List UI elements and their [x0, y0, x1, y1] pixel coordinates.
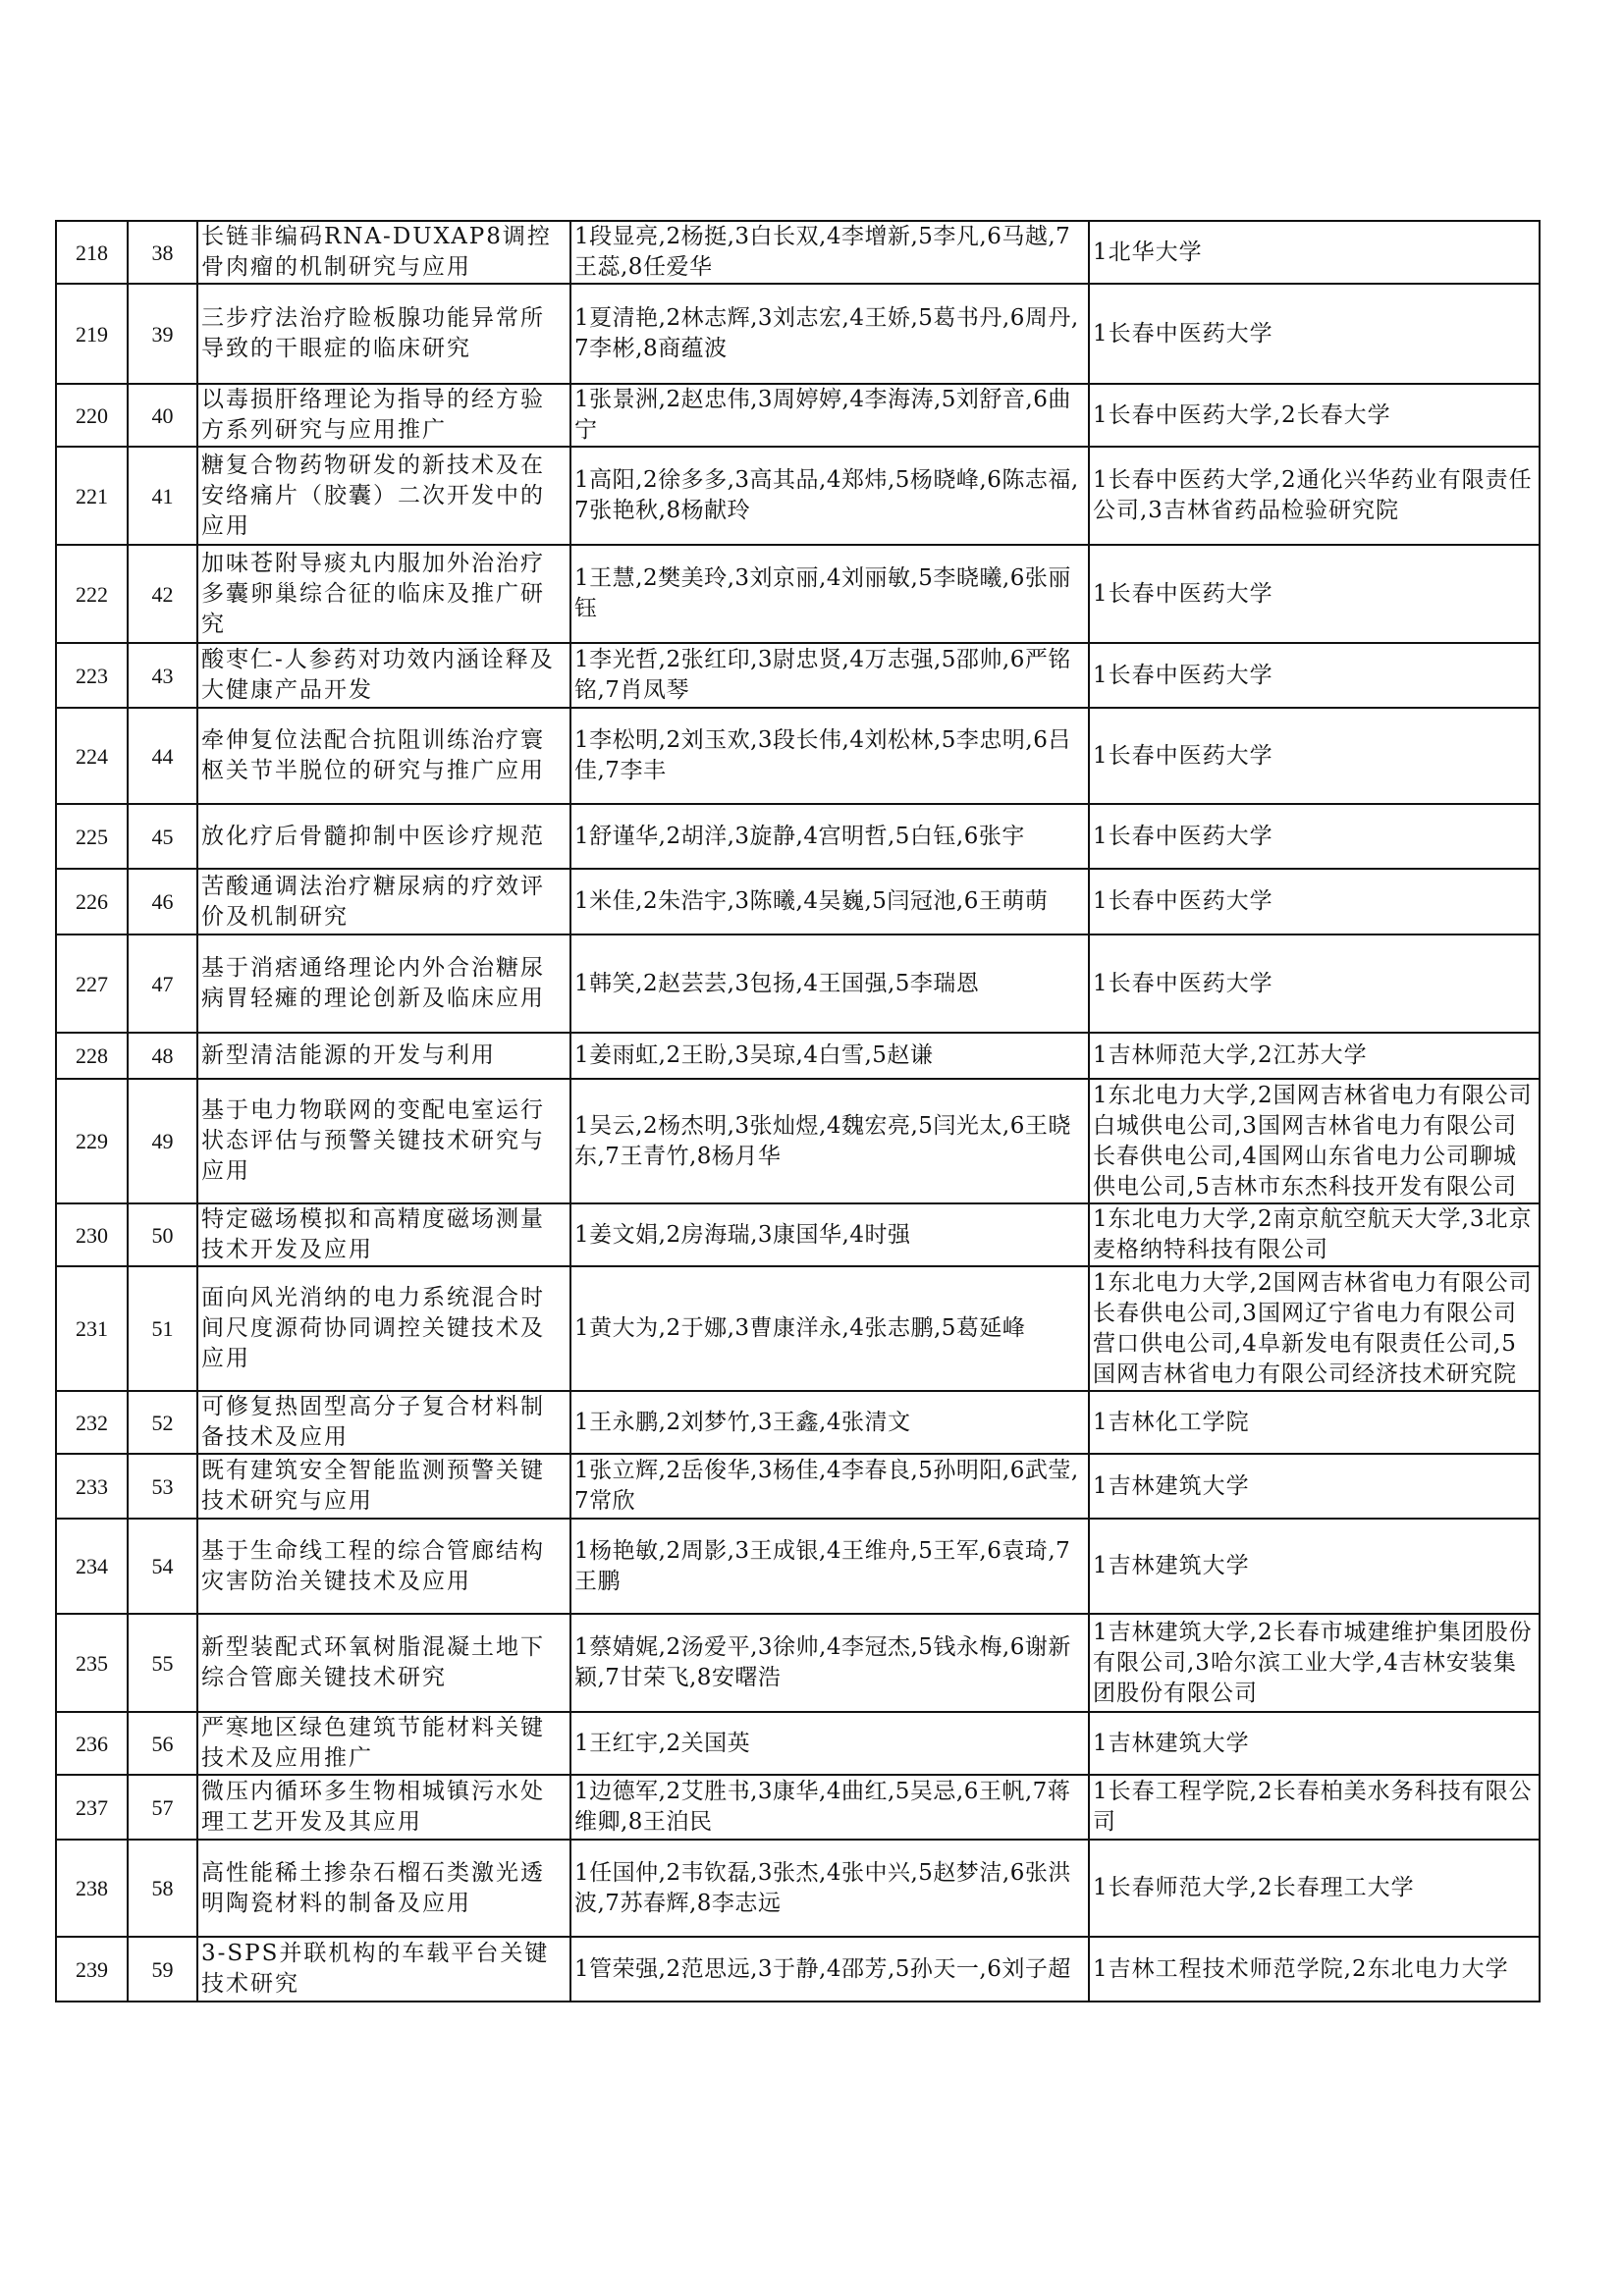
project-title-cell-text: 严寒地区绿色建筑节能材料关键技术及应用推广	[201, 1715, 545, 1771]
seq-cell-text: 235	[76, 1650, 108, 1676]
seq-cell-text: 230	[76, 1222, 108, 1248]
project-title-cell-text: 可修复热固型高分子复合材料制备技术及应用	[201, 1394, 545, 1450]
organization-cell	[1089, 1033, 1540, 1079]
team-members-cell	[570, 643, 1089, 708]
project-title-cell-text: 三步疗法治疗睑板腺功能异常所导致的干眼症的临床研究	[201, 305, 545, 361]
organization-cell	[1089, 221, 1540, 284]
project-no-cell-text: 57	[151, 1794, 174, 1820]
seq-cell	[56, 1203, 128, 1266]
project-title-cell	[197, 447, 570, 545]
project-no-cell	[128, 1203, 197, 1266]
team-members-cell	[570, 1266, 1089, 1391]
team-members-cell-text: 1米佳,2朱浩宇,3陈曦,4吴巍,5闫冠池,6王萌萌	[574, 888, 1049, 914]
seq-cell	[56, 1454, 128, 1519]
organization-cell-text: 1长春中医药大学,2长春大学	[1093, 401, 1391, 428]
seq-cell	[56, 384, 128, 447]
seq-cell-text: 227	[76, 971, 108, 996]
seq-cell-text: 221	[76, 483, 108, 508]
team-members-cell-text: 1姜文娟,2房海瑞,3康国华,4时强	[574, 1221, 911, 1248]
organization-cell	[1089, 384, 1540, 447]
team-members-cell-text: 1李松明,2刘玉欢,3段长伟,4刘松林,5李忠明,6吕佳,7李丰	[574, 727, 1071, 783]
organization-cell	[1089, 643, 1540, 708]
project-title-cell-text: 微压内循环多生物相城镇污水处理工艺开发及其应用	[201, 1779, 545, 1835]
project-no-cell	[128, 1712, 197, 1775]
project-no-cell-text: 59	[151, 1956, 174, 1982]
organization-cell	[1089, 934, 1540, 1033]
project-no-cell	[128, 1454, 197, 1519]
seq-cell-text: 226	[76, 889, 108, 914]
organization-cell	[1089, 708, 1540, 804]
table-row	[56, 1840, 1540, 1937]
organization-cell-text: 1长春师范大学,2长春理工大学	[1093, 1875, 1415, 1900]
table-row	[56, 1519, 1540, 1614]
table-row	[56, 804, 1540, 869]
table-row	[56, 1937, 1540, 2002]
team-members-cell	[570, 284, 1089, 384]
seq-cell-text: 228	[76, 1043, 108, 1068]
organization-cell-text: 1长春中医药大学	[1093, 888, 1273, 914]
project-title-cell	[197, 1614, 570, 1712]
team-members-cell	[570, 447, 1089, 545]
seq-cell-text: 219	[76, 321, 108, 347]
project-title-cell	[197, 643, 570, 708]
seq-cell-text: 222	[76, 581, 108, 607]
project-no-cell-text: 48	[151, 1043, 174, 1068]
team-members-cell	[570, 1840, 1089, 1937]
team-members-cell-text: 1高阳,2徐多多,3高其品,4郑炜,5杨晓峰,6陈志福,7张艳秋,8杨献玲	[574, 467, 1079, 523]
table-row	[56, 1033, 1540, 1079]
project-title-cell-text: 糖复合物药物研发的新技术及在安络痛片（胶囊）二次开发中的应用	[201, 452, 545, 539]
team-members-cell	[570, 804, 1089, 869]
team-members-cell-text: 1管荣强,2范思远,3于静,4邵芳,5孙天一,6刘子超	[574, 1955, 1071, 1982]
project-no-cell-text: 56	[151, 1731, 174, 1756]
team-members-cell-text: 1杨艳敏,2周影,3王成银,4王维舟,5王军,6袁琦,7王鹏	[574, 1537, 1071, 1594]
table-row	[56, 1775, 1540, 1840]
team-members-cell	[570, 1203, 1089, 1266]
team-members-cell-text: 1张景洲,2赵忠伟,3周婷婷,4李海涛,5刘舒音,6曲宁	[574, 387, 1071, 443]
table-row	[56, 1203, 1540, 1266]
organization-cell-text: 1东北电力大学,2国网吉林省电力有限公司白城供电公司,3国网吉林省电力有限公司长春供电公司,4国网山东省电力公司聊城供电公司,5吉林市东杰科技开发有限公司	[1093, 1082, 1533, 1200]
table-row	[56, 934, 1540, 1033]
project-no-cell-text: 43	[151, 663, 174, 688]
project-no-cell	[128, 447, 197, 545]
project-no-cell	[128, 1614, 197, 1712]
team-members-cell-text: 1姜雨虹,2王盼,3吴琼,4白雪,5赵谦	[574, 1042, 934, 1068]
team-members-cell-text: 1段显亮,2杨挺,3白长双,4李增新,5李凡,6马越,7王蕊,8任爱华	[574, 224, 1071, 280]
project-no-cell-text: 49	[151, 1129, 174, 1153]
table-row	[56, 1266, 1540, 1391]
table-body	[56, 221, 1540, 2002]
team-members-cell-text: 1韩笑,2赵芸芸,3包扬,4王国强,5李瑞恩	[574, 970, 980, 996]
organization-cell-text: 1长春中医药大学	[1093, 970, 1273, 996]
team-members-cell-text: 1黄大为,2于娜,3曹康洋永,4张志鹏,5葛延峰	[574, 1315, 1026, 1341]
award-project-table	[55, 220, 1541, 2002]
project-no-cell-text: 54	[151, 1554, 174, 1578]
project-title-cell	[197, 869, 570, 934]
seq-cell-text: 238	[76, 1876, 108, 1900]
organization-cell-text: 1吉林师范大学,2江苏大学	[1093, 1042, 1368, 1068]
seq-cell-text: 229	[76, 1129, 108, 1153]
project-title-cell-text: 酸枣仁-人参药对功效内涵诠释及大健康产品开发	[201, 647, 555, 703]
table-row	[56, 1614, 1540, 1712]
project-no-cell	[128, 284, 197, 384]
seq-cell-text: 239	[76, 1956, 108, 1982]
organization-cell	[1089, 1775, 1540, 1840]
seq-cell-text: 237	[76, 1794, 108, 1820]
team-members-cell-text: 1王红宇,2关国英	[574, 1730, 751, 1756]
project-title-cell-text: 牵伸复位法配合抗阻训练治疗寰枢关节半脱位的研究与推广应用	[201, 727, 545, 783]
organization-cell-text: 1吉林建筑大学,2长春市城建维护集团股份有限公司,3哈尔滨工业大学,4吉林安装集团股份有限公司	[1093, 1619, 1533, 1706]
team-members-cell	[570, 221, 1089, 284]
organization-cell	[1089, 284, 1540, 384]
seq-cell	[56, 1079, 128, 1203]
team-members-cell	[570, 1033, 1089, 1079]
team-members-cell-text: 1任国仲,2韦钦磊,3张杰,4张中兴,5赵梦洁,6张洪波,7苏春辉,8李志远	[574, 1859, 1071, 1916]
seq-cell	[56, 545, 128, 643]
team-members-cell	[570, 545, 1089, 643]
team-members-cell-text: 1王永鹏,2刘梦竹,3王鑫,4张清文	[574, 1409, 911, 1435]
organization-cell-text: 1长春中医药大学	[1093, 823, 1273, 849]
team-members-cell	[570, 1391, 1089, 1454]
organization-cell-text: 1长春中医药大学	[1093, 320, 1273, 347]
organization-cell	[1089, 869, 1540, 934]
project-no-cell-text: 40	[151, 402, 174, 428]
project-title-cell	[197, 1203, 570, 1266]
project-no-cell-text: 51	[151, 1316, 174, 1341]
table-row	[56, 284, 1540, 384]
project-title-cell-text: 基于消痞通络理论内外合治糖尿病胃轻瘫的理论创新及临床应用	[201, 955, 545, 1011]
seq-cell	[56, 447, 128, 545]
project-title-cell	[197, 1033, 570, 1079]
seq-cell	[56, 804, 128, 869]
project-no-cell-text: 55	[151, 1650, 174, 1676]
seq-cell	[56, 1775, 128, 1840]
seq-cell	[56, 869, 128, 934]
organization-cell	[1089, 1454, 1540, 1519]
project-title-cell	[197, 1266, 570, 1391]
team-members-cell	[570, 869, 1089, 934]
seq-cell	[56, 708, 128, 804]
project-title-cell-text: 基于电力物联网的变配电室运行状态评估与预警关键技术研究与应用	[201, 1097, 545, 1184]
project-no-cell-text: 47	[151, 971, 174, 996]
team-members-cell-text: 1边德军,2艾胜书,3康华,4曲红,5吴忌,6王帆,7蒋维卿,8王泊民	[574, 1779, 1071, 1835]
organization-cell	[1089, 1266, 1540, 1391]
project-title-cell-text: 加味苍附导痰丸内服加外治治疗多囊卵巢综合征的临床及推广研究	[201, 550, 545, 637]
team-members-cell	[570, 1519, 1089, 1614]
project-title-cell-text: 特定磁场模拟和高精度磁场测量技术开发及应用	[201, 1206, 545, 1262]
seq-cell	[56, 1937, 128, 2002]
project-no-cell-text: 42	[151, 581, 174, 607]
team-members-cell-text: 1吴云,2杨杰明,3张灿煜,4魏宏亮,5闫光太,6王晓东,7王青竹,8杨月华	[574, 1112, 1071, 1169]
team-members-cell	[570, 934, 1089, 1033]
project-title-cell	[197, 1775, 570, 1840]
seq-cell	[56, 934, 128, 1033]
project-no-cell-text: 46	[151, 889, 174, 914]
project-no-cell	[128, 545, 197, 643]
project-title-cell	[197, 1454, 570, 1519]
table-row	[56, 545, 1540, 643]
project-no-cell-text: 52	[151, 1410, 174, 1435]
seq-cell	[56, 1033, 128, 1079]
project-title-cell	[197, 221, 570, 284]
project-no-cell-text: 53	[151, 1473, 174, 1499]
organization-cell	[1089, 1203, 1540, 1266]
seq-cell-text: 218	[76, 240, 108, 265]
table-row	[56, 1712, 1540, 1775]
table-row	[56, 384, 1540, 447]
seq-cell-text: 220	[76, 402, 108, 428]
seq-cell	[56, 221, 128, 284]
project-title-cell-text: 基于生命线工程的综合管廊结构灾害防治关键技术及应用	[201, 1537, 545, 1594]
organization-cell-text: 1东北电力大学,2国网吉林省电力有限公司长春供电公司,3国网辽宁省电力有限公司营口供电公司,4阜新发电有限责任公司,5国网吉林省电力有限公司经济技术研究院	[1093, 1269, 1533, 1387]
table-row	[56, 1391, 1540, 1454]
team-members-cell-text: 1王慧,2樊美玲,3刘京丽,4刘丽敏,5李晓曦,6张丽钰	[574, 565, 1071, 621]
project-title-cell	[197, 384, 570, 447]
project-title-cell	[197, 1079, 570, 1203]
project-title-cell	[197, 804, 570, 869]
project-no-cell	[128, 934, 197, 1033]
seq-cell	[56, 1266, 128, 1391]
project-title-cell	[197, 1519, 570, 1614]
organization-cell	[1089, 1937, 1540, 2002]
organization-cell-text: 1吉林建筑大学	[1093, 1730, 1250, 1756]
project-no-cell-text: 50	[151, 1222, 174, 1248]
organization-cell-text: 1长春工程学院,2长春柏美水务科技有限公司	[1093, 1779, 1533, 1835]
project-title-cell	[197, 284, 570, 384]
organization-cell	[1089, 1840, 1540, 1937]
organization-cell	[1089, 1519, 1540, 1614]
seq-cell	[56, 1614, 128, 1712]
project-no-cell	[128, 1519, 197, 1614]
project-no-cell	[128, 1079, 197, 1203]
project-title-cell-text: 既有建筑安全智能监测预警关键技术研究与应用	[201, 1458, 545, 1514]
table-row	[56, 869, 1540, 934]
project-no-cell	[128, 221, 197, 284]
team-members-cell	[570, 1775, 1089, 1840]
organization-cell-text: 1东北电力大学,2南京航空航天大学,3北京麦格纳特科技有限公司	[1093, 1206, 1533, 1262]
seq-cell	[56, 1391, 128, 1454]
team-members-cell	[570, 1614, 1089, 1712]
project-title-cell-text: 放化疗后骨髓抑制中医诊疗规范	[201, 823, 545, 849]
table-row	[56, 1079, 1540, 1203]
project-title-cell-text: 新型装配式环氧树脂混凝土地下综合管廊关键技术研究	[201, 1634, 545, 1690]
seq-cell-text: 225	[76, 824, 108, 849]
seq-cell-text: 231	[76, 1316, 108, 1341]
project-no-cell-text: 38	[151, 240, 174, 265]
project-no-cell-text: 41	[151, 483, 174, 508]
organization-cell-text: 1吉林化工学院	[1093, 1409, 1250, 1435]
seq-cell	[56, 643, 128, 708]
project-no-cell	[128, 643, 197, 708]
team-members-cell	[570, 384, 1089, 447]
seq-cell-text: 233	[76, 1473, 108, 1499]
table-row	[56, 1454, 1540, 1519]
project-title-cell-text: 苦酸通调法治疗糖尿病的疗效评价及机制研究	[201, 873, 545, 930]
seq-cell-text: 223	[76, 663, 108, 688]
team-members-cell	[570, 1454, 1089, 1519]
project-title-cell	[197, 1937, 570, 2002]
seq-cell	[56, 284, 128, 384]
team-members-cell-text: 1张立辉,2岳俊华,3杨佳,4李春良,5孙明阳,6武莹,7常欣	[574, 1458, 1079, 1514]
project-title-cell	[197, 934, 570, 1033]
team-members-cell	[570, 1712, 1089, 1775]
table-row	[56, 708, 1540, 804]
organization-cell-text: 1长春中医药大学	[1093, 662, 1273, 688]
project-no-cell	[128, 869, 197, 934]
project-title-cell-text: 长链非编码RNA-DUXAP8调控骨肉瘤的机制研究与应用	[201, 224, 552, 280]
seq-cell-text: 234	[76, 1554, 108, 1578]
seq-cell-text: 236	[76, 1731, 108, 1756]
seq-cell	[56, 1840, 128, 1937]
project-no-cell	[128, 1033, 197, 1079]
organization-cell	[1089, 1712, 1540, 1775]
project-title-cell	[197, 1840, 570, 1937]
organization-cell	[1089, 1391, 1540, 1454]
organization-cell-text: 1长春中医药大学,2通化兴华药业有限责任公司,3吉林省药品检验研究院	[1093, 467, 1533, 523]
project-title-cell-text: 面向风光消纳的电力系统混合时间尺度源荷协同调控关键技术及应用	[201, 1285, 545, 1371]
table-row	[56, 221, 1540, 284]
team-members-cell	[570, 1937, 1089, 2002]
team-members-cell-text: 1蔡婧娓,2汤爱平,3徐帅,4李冠杰,5钱永梅,6谢新颖,7甘荣飞,8安曙浩	[574, 1634, 1071, 1690]
project-no-cell	[128, 708, 197, 804]
seq-cell-text: 232	[76, 1410, 108, 1435]
project-no-cell-text: 58	[151, 1876, 174, 1900]
project-title-cell	[197, 1391, 570, 1454]
project-no-cell	[128, 1391, 197, 1454]
seq-cell	[56, 1519, 128, 1614]
project-no-cell	[128, 804, 197, 869]
project-no-cell-text: 39	[151, 321, 174, 347]
project-title-cell	[197, 708, 570, 804]
organization-cell-text: 1吉林工程技术师范学院,2东北电力大学	[1093, 1955, 1509, 1982]
organization-cell	[1089, 804, 1540, 869]
organization-cell	[1089, 1614, 1540, 1712]
project-no-cell	[128, 1840, 197, 1937]
project-title-cell-text: 高性能稀土掺杂石榴石类激光透明陶瓷材料的制备及应用	[201, 1859, 545, 1916]
table-row	[56, 447, 1540, 545]
organization-cell-text: 1北华大学	[1093, 239, 1203, 265]
organization-cell	[1089, 447, 1540, 545]
project-no-cell	[128, 1775, 197, 1840]
project-title-cell	[197, 545, 570, 643]
organization-cell-text: 1长春中医药大学	[1093, 742, 1273, 769]
project-no-cell-text: 45	[151, 824, 174, 849]
organization-cell-text: 1吉林建筑大学	[1093, 1553, 1250, 1578]
table-row	[56, 643, 1540, 708]
team-members-cell	[570, 1079, 1089, 1203]
team-members-cell-text: 1夏清艳,2林志辉,3刘志宏,4王娇,5葛书丹,6周丹,7李彬,8商蕴波	[574, 305, 1079, 361]
project-no-cell-text: 44	[151, 743, 174, 769]
organization-cell-text: 1长春中医药大学	[1093, 580, 1273, 607]
organization-cell	[1089, 1079, 1540, 1203]
team-members-cell-text: 1李光哲,2张红印,3尉忠贤,4万志强,5邵帅,6严铭铭,7肖凤琴	[574, 647, 1071, 703]
organization-cell	[1089, 545, 1540, 643]
seq-cell	[56, 1712, 128, 1775]
organization-cell-text: 1吉林建筑大学	[1093, 1472, 1250, 1499]
project-no-cell	[128, 384, 197, 447]
project-no-cell	[128, 1937, 197, 2002]
project-title-cell	[197, 1712, 570, 1775]
project-no-cell	[128, 1266, 197, 1391]
project-title-cell-text: 3-SPS并联机构的车载平台关键技术研究	[201, 1941, 550, 1997]
team-members-cell	[570, 708, 1089, 804]
project-title-cell-text: 以毒损肝络理论为指导的经方验方系列研究与应用推广	[201, 387, 545, 443]
team-members-cell-text: 1舒谨华,2胡洋,3旋静,4宫明哲,5白钰,6张宇	[574, 823, 1025, 849]
seq-cell-text: 224	[76, 743, 108, 769]
project-title-cell-text: 新型清洁能源的开发与利用	[201, 1042, 496, 1068]
